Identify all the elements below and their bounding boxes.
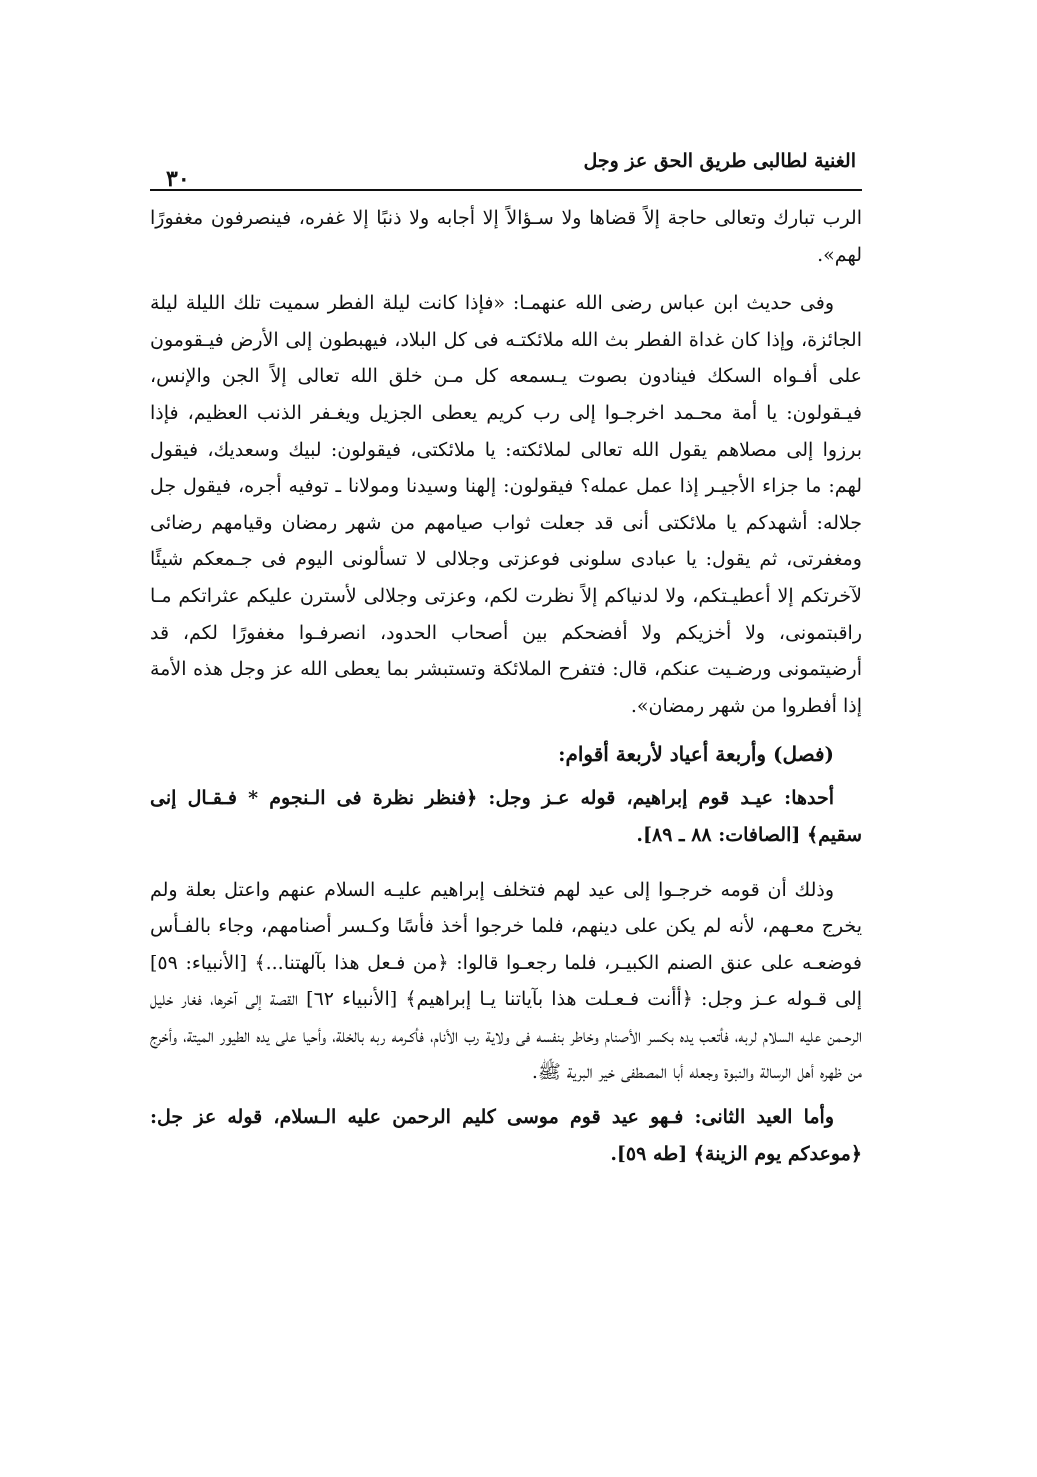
running-header bbox=[156, 150, 856, 192]
paragraph-second-eid: وأما العيد الثانى: فـهو عيد قوم موسى كليم الرحمن عليه الـسلام، قوله عز جل: ﴿موعدكم يوم الزينة﴾ [طه ٥٩]. bbox=[150, 1106, 862, 1165]
paragraph-first-eid: أحدها: عيـد قوم إبراهيم، قوله عـز وجل: ﴿فنظر نظرة فى الـنجوم * فـقـال إنى سقيم﴾ [الصافات: ٨٨ ـ ٨٩]. bbox=[150, 787, 862, 846]
header-divider bbox=[150, 189, 862, 191]
page-number: ٣٠ bbox=[166, 166, 190, 192]
running-title: الغنية لطالبى طريق الحق عز وجل bbox=[583, 150, 856, 172]
paragraph-ibn-abbas-hadith: وفى حديث ابن عباس رضى الله عنهمـا: «فإذا كانت ليلة الفطر سميت تلك الليلة ليلة الجائزة، وإذا كان غداة الفطر بث الله ملائكتـه فى كل البلاد، فيهبطون إلى الأرض فيـقومون على أفـواه السكك فينادون بصوت يـسمعه كل مـن خلق الله تعالى إلاً الجن والإنس، فيـقولون: يا أمة محـمد اخرجـوا إلى رب كريم يعطى الجزيل ويغـفر الذنب العظيم، فإذا برزوا إلى مصلاهم يقول الله تعالى لملائكته: يا ملائكتى، فيقولون: لبيك وسعديك، فيقول لهم: ما جزاء الأجيـر إذا عمل عمله؟ فيقولون: إلهنا وسيدنا ومولانا ـ توفيه أجره، فيقول جل جلاله: أشهدكم يا ملائكتى أنى قد جعلت ثواب صيامهم من شهر رمضان وقيامهم رضائى ومغفرتى، ثم يقول: يا عبادى سلونى فوعزتى وجلالى لا تسألونى اليوم فى جـمعكم شيئًا لآخرتكم إلا أعطيـتكم، ولا لدنياكم إلاً نظرت لكم، وعزتى وجلالى لأسترن عليكم عثراتكم مـا راقبتمونى، ولا أخزيكم ولا أفضحكم بين أصحاب الحدود، انصرفـوا مغفورًا لكم، قد أرضيتمونى ورضـيت عنكم، قال: فتفرح الملائكة وتستبشر بما يعطى الله عز وجل هذه الأمة إذا أفطروا من شهر رمضان». bbox=[150, 292, 862, 717]
paragraph-continuation: الرب تبارك وتعالى حاجة إلاً قضاها ولا سـؤالاً إلا أجابه ولا ذنبًا إلا غفره، فينصرفون مغفورًا لهم». bbox=[150, 207, 862, 266]
section-heading: (فصل) وأربعة أعياد لأربعة أقوام: bbox=[558, 742, 834, 767]
body-text bbox=[150, 200, 862, 1172]
paragraph-ibrahim-story: وذلك أن قومه خرجـوا إلى عيد لهم فتخلف إبراهيم عليـه السلام عنهم واعتل بعلة ولم يخرج معـهم، لأنه لم يكن على دينهم، فلما خرجوا أخذ فأسًا وكـسر أصنامهم، وجاء بالفـأس فوضعـه على عنق الصنم الكبيـر، فلما رجعـوا قالوا: ﴿من فـعل هذا بآلهتنا...﴾ [الأنبياء: ٥٩] إلى قـوله عـز وجل: ﴿أأنت فـعـلت هذا بآياتنا يـا إبراهيم﴾ [الأنبياء ٦٢] القصة إلى آخرها، فغار خليل الرحـمن عليه السلام لربه، فأتعب يده بكسر الأصنام وخاطر بنفسه فى ولاية رب الأنام، فأكـرمه ربه بالخلة، وأحيا على يده الطيور الميتة، وأخرج من ظهره أهل الرسالة والنبوة وجعله أبا المصطفى خير البرية ﷺ. bbox=[150, 878, 862, 1084]
